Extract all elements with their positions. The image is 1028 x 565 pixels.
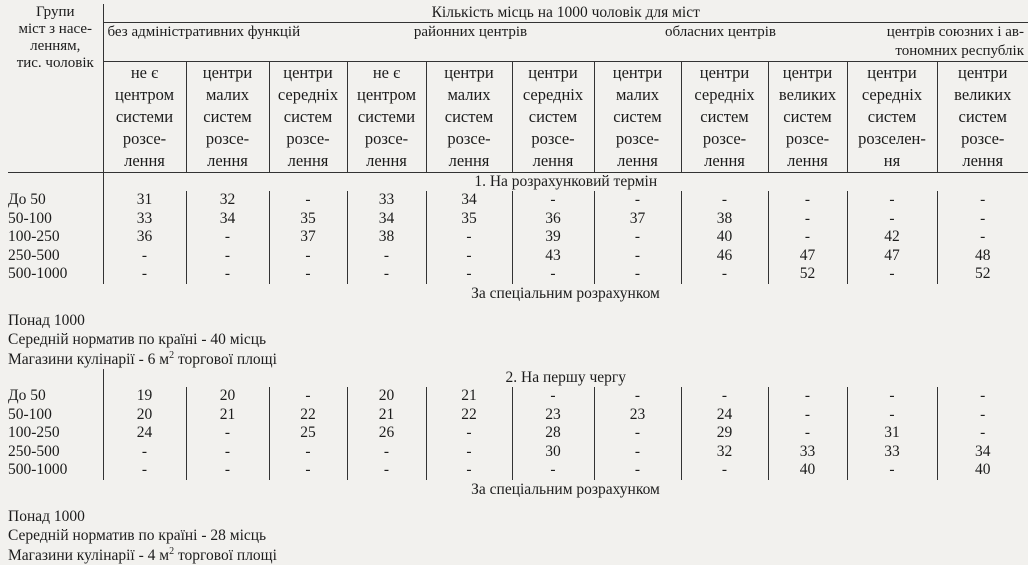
table-cell: 48 — [937, 247, 1028, 266]
table-cell: - — [186, 228, 269, 247]
table-cell: - — [937, 406, 1028, 425]
column-header-line: центри — [187, 62, 269, 84]
column-header-line: системи — [348, 106, 426, 128]
average-norm-text: Середній норматив по країні - 40 місць — [8, 330, 1028, 350]
table-cell: 37 — [594, 210, 681, 229]
table-cell: 47 — [768, 247, 847, 266]
special-calc-spacer — [8, 284, 103, 303]
table-cell: 34 — [937, 443, 1028, 462]
table-cell: 40 — [937, 461, 1028, 480]
column-header-9 — [768, 62, 847, 173]
column-header-line: системи — [104, 106, 186, 128]
table-cell: 36 — [512, 210, 594, 229]
section-title-row — [8, 173, 1028, 192]
culinary-prefix: Магазини кулінарії - 6 м — [8, 351, 169, 368]
column-header-line: центри — [513, 62, 594, 84]
table-cell: - — [426, 461, 512, 480]
culinary-prefix: Магазини кулінарії - 4 м — [8, 547, 169, 564]
table-row — [8, 247, 1028, 266]
table-cell: - — [768, 228, 847, 247]
table-cell: - — [594, 247, 681, 266]
table-row — [8, 265, 1028, 284]
table-cell: - — [269, 461, 347, 480]
table-cell: 20 — [347, 387, 426, 406]
table-cell: - — [594, 461, 681, 480]
column-header-line: ня — [848, 150, 937, 172]
row-label: 250-500 — [8, 443, 103, 462]
table-cell: - — [269, 247, 347, 266]
table-cell: 19 — [103, 387, 186, 406]
table-row — [8, 191, 1028, 210]
column-header-1 — [103, 62, 186, 173]
row-label: 500-1000 — [8, 461, 103, 480]
table-cell: - — [426, 228, 512, 247]
column-header-line: великих — [769, 84, 847, 106]
column-header-line: малих — [595, 84, 681, 106]
over-1000-label: Понад 1000 — [8, 303, 1028, 331]
table-cell: - — [103, 265, 186, 284]
column-header-line: лення — [769, 150, 847, 172]
table-cell: - — [594, 191, 681, 210]
column-header-line: не є — [104, 62, 186, 84]
table-cell: - — [103, 443, 186, 462]
column-header-line: систем — [595, 106, 681, 128]
column-header-8 — [681, 62, 768, 173]
table-cell: 33 — [103, 210, 186, 229]
row-label: До 50 — [8, 387, 103, 406]
note-row — [8, 330, 1028, 350]
column-header-5 — [426, 62, 512, 173]
table-cell: 20 — [103, 406, 186, 425]
column-header-line: лення — [513, 150, 594, 172]
table-cell: - — [847, 461, 937, 480]
table-cell: - — [847, 406, 937, 425]
table-cell: - — [594, 443, 681, 462]
table-cell: 52 — [768, 265, 847, 284]
section-title-spacer — [8, 173, 103, 192]
culinary-suffix: торгової площі — [174, 351, 277, 368]
column-header-line: систем — [270, 106, 347, 128]
column-header-line: систем — [769, 106, 847, 128]
column-header-line: систем — [682, 106, 768, 128]
category-no-admin: без адміністративних функцій — [103, 23, 347, 62]
column-header-line: лення — [270, 150, 347, 172]
table-cell: 33 — [768, 443, 847, 462]
column-header-line: розсе- — [769, 128, 847, 150]
column-header-line: розсе- — [682, 128, 768, 150]
table-cell: - — [768, 424, 847, 443]
table-cell: 31 — [847, 424, 937, 443]
table-cell: - — [426, 443, 512, 462]
column-header-line: центром — [348, 84, 426, 106]
section-title: 1. На розрахунковий термін — [103, 173, 1028, 192]
column-header-line: центри — [427, 62, 512, 84]
column-header-line: систем — [187, 106, 269, 128]
table-cell: - — [186, 424, 269, 443]
table-cell: - — [347, 265, 426, 284]
table-cell: - — [768, 387, 847, 406]
table-cell: - — [186, 265, 269, 284]
table-cell: - — [681, 461, 768, 480]
column-header-11 — [937, 62, 1028, 173]
culinary-unit-sup: 2 — [169, 350, 174, 361]
table-cell: - — [681, 191, 768, 210]
table-cell: 35 — [426, 210, 512, 229]
row-label: 100-250 — [8, 228, 103, 247]
column-header-line: розсе- — [104, 128, 186, 150]
table-cell: - — [847, 387, 937, 406]
table-row — [8, 443, 1028, 462]
table-cell: - — [269, 191, 347, 210]
column-header-line: розсе- — [427, 128, 512, 150]
column-header-line: не є — [348, 62, 426, 84]
table-cell: - — [426, 265, 512, 284]
table-cell: 26 — [347, 424, 426, 443]
note-row — [8, 546, 1028, 565]
section-title: 2. На першу чергу — [103, 369, 1028, 387]
table-cell: 37 — [269, 228, 347, 247]
table-cell: - — [937, 228, 1028, 247]
group-column-header — [8, 4, 103, 173]
table-cell: - — [426, 247, 512, 266]
column-header-3 — [269, 62, 347, 173]
column-header-line: центром — [104, 84, 186, 106]
column-header-line: лення — [104, 150, 186, 172]
table-cell: - — [103, 247, 186, 266]
column-header-line: розсе- — [187, 128, 269, 150]
over-1000-label: Понад 1000 — [8, 499, 1028, 527]
category-district: районних центрів — [347, 23, 594, 62]
table-cell: - — [269, 443, 347, 462]
row-label: До 50 — [8, 191, 103, 210]
table-cell: 40 — [681, 228, 768, 247]
special-calc-text: За спеціальним розрахунком — [103, 480, 1028, 499]
main-title: Кількість місць на 1000 чоловік для міст — [103, 4, 1028, 23]
table-cell: 21 — [186, 406, 269, 425]
column-header-line: середніх — [682, 84, 768, 106]
table-cell: - — [512, 191, 594, 210]
table-cell: - — [681, 265, 768, 284]
column-header-line: систем — [427, 106, 512, 128]
column-header-line: розсе- — [595, 128, 681, 150]
culinary-text — [8, 546, 1028, 565]
table-cell: 34 — [186, 210, 269, 229]
table-row — [8, 406, 1028, 425]
table-cell: 23 — [594, 406, 681, 425]
table-cell: 47 — [847, 247, 937, 266]
column-header-line: центри — [848, 62, 937, 84]
column-header-line: лення — [682, 150, 768, 172]
column-header-6 — [512, 62, 594, 173]
note-row — [8, 303, 1028, 331]
culinary-text — [8, 350, 1028, 370]
table-cell: - — [186, 443, 269, 462]
table-cell: - — [594, 387, 681, 406]
table-cell: - — [426, 424, 512, 443]
table-cell: - — [347, 247, 426, 266]
table-cell: 21 — [347, 406, 426, 425]
header-row-categories — [8, 23, 1028, 62]
column-header-line: великих — [938, 84, 1028, 106]
table-cell: 33 — [847, 443, 937, 462]
table-cell: 22 — [426, 406, 512, 425]
table-cell: - — [269, 265, 347, 284]
table-cell: - — [512, 265, 594, 284]
column-header-line: лення — [595, 150, 681, 172]
table-cell: 38 — [347, 228, 426, 247]
column-header-line: центри — [270, 62, 347, 84]
column-header-line: малих — [427, 84, 512, 106]
row-label: 50-100 — [8, 210, 103, 229]
table-cell: 34 — [426, 191, 512, 210]
special-calc-spacer — [8, 480, 103, 499]
column-header-line: центри — [769, 62, 847, 84]
table-row — [8, 228, 1028, 247]
category-regional: обласних центрів — [594, 23, 847, 62]
table-cell: - — [768, 210, 847, 229]
column-header-line: лення — [348, 150, 426, 172]
table-cell: - — [269, 387, 347, 406]
culinary-suffix: торгової площі — [174, 547, 277, 564]
table-cell: - — [512, 387, 594, 406]
note-row — [8, 350, 1028, 370]
table-row — [8, 210, 1028, 229]
table-row — [8, 387, 1028, 406]
table-cell: - — [681, 387, 768, 406]
column-header-line: центри — [682, 62, 768, 84]
table-cell: 38 — [681, 210, 768, 229]
special-calc-text: За спеціальним розрахунком — [103, 284, 1028, 303]
table-cell: - — [186, 461, 269, 480]
table-cell: 21 — [426, 387, 512, 406]
table-cell: - — [847, 265, 937, 284]
table-cell: 23 — [512, 406, 594, 425]
section-title-row — [8, 369, 1028, 387]
column-header-line: центри — [938, 62, 1028, 84]
table-row — [8, 461, 1028, 480]
table-cell: - — [937, 424, 1028, 443]
table-cell: 20 — [186, 387, 269, 406]
column-header-4 — [347, 62, 426, 173]
category-republic-line: тономних республік — [847, 42, 1024, 61]
column-header-line: розсе- — [270, 128, 347, 150]
table-cell: 32 — [186, 191, 269, 210]
table-cell: - — [103, 461, 186, 480]
table-cell: - — [847, 191, 937, 210]
section-title-spacer — [8, 369, 103, 387]
header-row-title — [8, 4, 1028, 23]
table-cell: - — [347, 461, 426, 480]
column-header-line: лення — [427, 150, 512, 172]
table-cell: 43 — [512, 247, 594, 266]
column-header-10 — [847, 62, 937, 173]
table-cell: - — [594, 265, 681, 284]
column-header-2 — [186, 62, 269, 173]
table-cell: 24 — [103, 424, 186, 443]
table-cell: - — [347, 443, 426, 462]
column-header-line: середніх — [270, 84, 347, 106]
table-cell: 46 — [681, 247, 768, 266]
table-cell: 42 — [847, 228, 937, 247]
table-cell: - — [937, 387, 1028, 406]
column-header-line: середніх — [513, 84, 594, 106]
table-cell: 34 — [347, 210, 426, 229]
category-republic — [847, 23, 1028, 62]
table-cell: 31 — [103, 191, 186, 210]
table-cell: 36 — [103, 228, 186, 247]
column-header-line: систем — [513, 106, 594, 128]
norms-table — [8, 4, 1028, 565]
note-row — [8, 526, 1028, 546]
row-label: 100-250 — [8, 424, 103, 443]
group-header-line: міст з насе- — [8, 21, 103, 38]
table-cell: 25 — [269, 424, 347, 443]
table-cell: - — [594, 424, 681, 443]
table-row — [8, 424, 1028, 443]
column-header-line: лення — [938, 150, 1028, 172]
special-calc-row — [8, 284, 1028, 303]
group-header-line: ленням, — [8, 38, 103, 55]
culinary-unit-sup: 2 — [169, 546, 174, 557]
column-header-line: розсе- — [513, 128, 594, 150]
table-cell: 32 — [681, 443, 768, 462]
header-row-columns — [8, 62, 1028, 173]
column-header-line: лення — [187, 150, 269, 172]
table-cell: - — [594, 228, 681, 247]
column-header-line: систем — [938, 106, 1028, 128]
column-header-line: розсе- — [938, 128, 1028, 150]
row-label: 500-1000 — [8, 265, 103, 284]
average-norm-text: Середній норматив по країні - 28 місць — [8, 526, 1028, 546]
table-cell: - — [847, 210, 937, 229]
table-cell: 33 — [347, 191, 426, 210]
column-header-line: розсе- — [348, 128, 426, 150]
table-cell: 39 — [512, 228, 594, 247]
table-cell: 35 — [269, 210, 347, 229]
table-cell: 52 — [937, 265, 1028, 284]
table-cell: - — [512, 461, 594, 480]
table-cell: - — [186, 247, 269, 266]
category-republic-line: центрів союзних і ав- — [847, 23, 1024, 42]
special-calc-row — [8, 480, 1028, 499]
group-header-line: тис. чоловік — [8, 55, 103, 72]
table-cell: 29 — [681, 424, 768, 443]
column-header-line: центри — [595, 62, 681, 84]
row-label: 50-100 — [8, 406, 103, 425]
table-cell: 40 — [768, 461, 847, 480]
table-cell: - — [937, 191, 1028, 210]
column-header-line: малих — [187, 84, 269, 106]
table-cell: 22 — [269, 406, 347, 425]
column-header-7 — [594, 62, 681, 173]
row-label: 250-500 — [8, 247, 103, 266]
table-cell: - — [768, 191, 847, 210]
group-header-line: Групи — [8, 4, 103, 21]
table-cell: 28 — [512, 424, 594, 443]
column-header-line: систем — [848, 106, 937, 128]
table-cell: 30 — [512, 443, 594, 462]
table-cell: - — [768, 406, 847, 425]
table-cell: - — [937, 210, 1028, 229]
table-cell: 24 — [681, 406, 768, 425]
note-row — [8, 499, 1028, 527]
column-header-line: середніх — [848, 84, 937, 106]
column-header-line: розселен- — [848, 128, 937, 150]
